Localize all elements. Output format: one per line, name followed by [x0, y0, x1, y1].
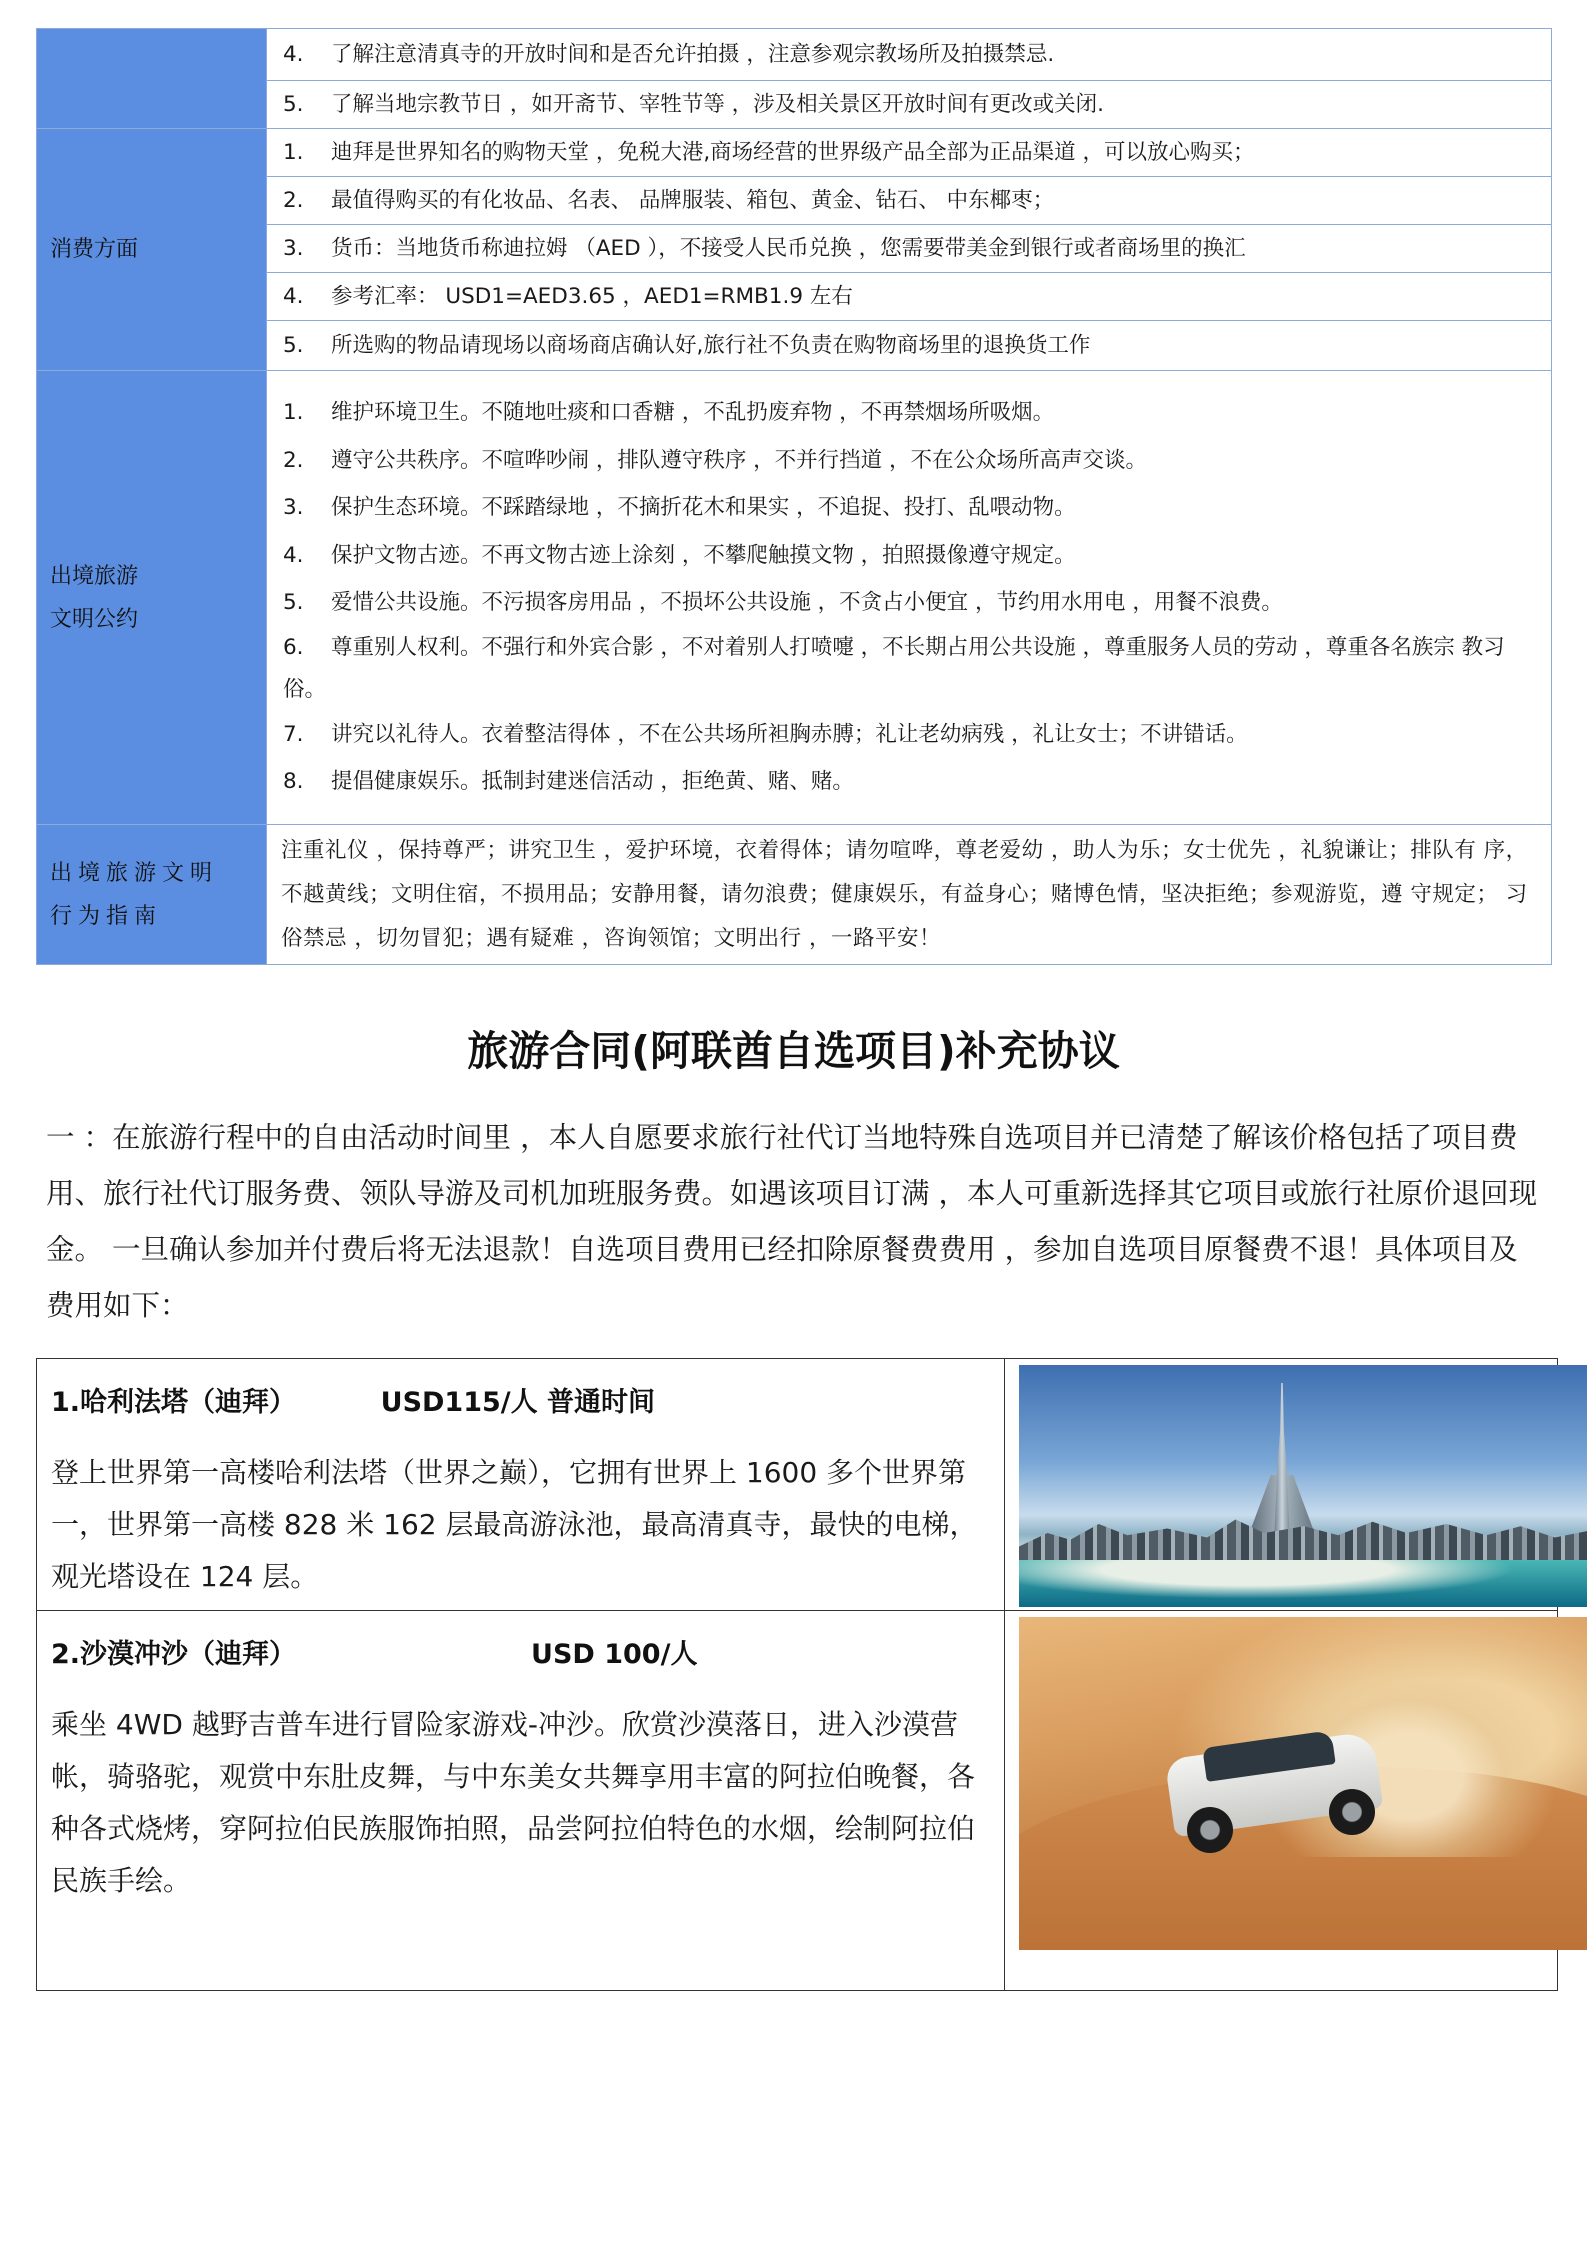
tour-2-photo-cell [1005, 1611, 1558, 1991]
conduct-guide-label-line1: 出境旅游文明 [50, 860, 219, 886]
civility-rule-6: 6. 尊重别人权利。不强行和外宾合影 ，不对着别人打喷嚏 ，不长期占用公共设施 ，尊重服务人员的劳动 ，尊重各名族宗 教习俗。 [283, 634, 1505, 702]
tour-2-heading: 2.沙漠冲沙（迪拜） USD 100/人 [51, 1639, 698, 1670]
religion-rule-4: 4. 了解注意清真寺的开放时间和是否允许拍摄 ，注意参观宗教场所及拍摄禁忌. [267, 29, 1552, 81]
civility-rule-5: 5. 爱惜公共设施。不污损客房用品 ，不损坏公共设施 ，不贪占小便宜 ，节约用水用电 ，用餐不浪费。 [283, 590, 1283, 616]
shopping-category-cell [37, 129, 267, 371]
optional-tours-table [36, 1358, 1558, 1991]
shopping-rule-1: 1. 迪拜是世界知名的购物天堂 ，免税大港,商场经营的世界级产品全部为正品渠道 ，可以放心购买； [267, 129, 1552, 177]
shopping-rule-2: 2. 最值得购买的有化妆品、名表、 品牌服装、箱包、黄金、钻石、 中东椰枣； [267, 177, 1552, 225]
tour-1-heading: 1.哈利法塔（迪拜） USD115/人 普通时间 [51, 1387, 656, 1418]
tour-1-photo-cell [1005, 1359, 1558, 1611]
intro-paragraph: 一 ：在旅游行程中的自由活动时间里 ，本人自愿要求旅行社代订当地特殊自选项目并已清楚了解该价格包括了项目费用、旅行社代订服务费、领队导游及司机加班服务费。如遇该项目订满 ，本人可重新选择其它项目或旅行社原价退回现金。 一旦确认参加并付费后将无法退款！自选项目费用已经扣除原餐费费用 ，参加自选项目原餐费不退！具体项目及费用如下： [46, 1121, 1538, 1322]
shopping-rule-5: 5. 所选购的物品请现场以商场商店确认好,旅行社不负责在购物商场里的退换货工作 [267, 321, 1552, 371]
travel-rules-table [36, 28, 1552, 965]
civility-rule-3: 3. 保护生态环境。不踩踏绿地 ，不摘折花木和果实 ，不追捉、投打、乱喂动物。 [283, 495, 1076, 521]
shopping-rule-3: 3. 货币：当地货币称迪拉姆 （AED ），不接受人民币兑换 ，您需要带美金到银行或者商场里的换汇 [267, 225, 1552, 273]
burj-khalifa-photo [1019, 1365, 1587, 1607]
civility-rule-1: 1. 维护环境卫生。不随地吐痰和口香糖 ，不乱扔废弃物 ，不再禁烟场所吸烟。 [283, 400, 1055, 426]
suv-front-wheel [1187, 1807, 1233, 1853]
tour-1-description: 登上世界第一高楼哈利法塔（世界之巅），它拥有世界上 1600 多个世界第一，世界第一高楼 828 米 162 层最高游泳池，最高清真寺，最快的电梯，观光塔设在 124 层。 [51, 1456, 978, 1593]
tour-1-text-cell [37, 1359, 1005, 1611]
civility-rule-2: 2. 遵守公共秩序。不喧哗吵闹 ，排队遵守秩序 ，不并行挡道 ，不在公众场所高声交谈。 [283, 447, 1148, 473]
religion-rule-5: 5. 了解当地宗教节日 ，如开斋节、宰牲节等 ，涉及相关景区开放时间有更改或关闭. [267, 81, 1552, 129]
civility-pact-label-line2: 文明公约 [50, 606, 139, 632]
conduct-guide-category-cell [37, 825, 267, 965]
conduct-guide-text: 注重礼仪 ，保持尊严；讲究卫生 ，爱护环境，衣着得体；请勿喧哗，尊老爱幼 ，助人为乐；女士优先 ，礼貌谦让；排队有 序，不越黄线；文明住宿，不损用品；安静用餐，请勿浪费；健康娱乐，有益身心；赌博色情，坚决拒绝；参观游览，遵 守规定； 习俗禁忌 ，切勿冒犯；遇有疑难 ，咨询领馆；文明出行 ，一路平安！ [267, 825, 1552, 965]
civility-pact-category-cell [37, 371, 267, 825]
civility-pact-label-line1: 出境旅游 [50, 563, 139, 589]
suv-rear-wheel [1329, 1789, 1375, 1835]
desert-safari-photo [1019, 1617, 1587, 1950]
coastline-water-shape [1019, 1560, 1587, 1607]
shopping-rule-4: 4. 参考汇率： USD1=AED3.65 ，AED1=RMB1.9 左右 [267, 273, 1552, 321]
tower-spire-shape [1274, 1383, 1290, 1543]
tour-2-description: 乘坐 4WD 越野吉普车进行冒险家游戏-冲沙。欣赏沙漠落日，进入沙漠营帐，骑骆驼，观赏中东肚皮舞，与中东美女共舞享用丰富的阿拉伯晚餐，各种各式烧烤，穿阿拉伯民族服饰拍照，品尝阿拉伯特色的水烟，绘制阿拉伯民族手绘。 [51, 1708, 976, 1897]
religion-category-cell [37, 29, 267, 129]
document-title: 旅游合同(阿联酋自选项目)补充协议 [467, 1027, 1120, 1075]
shopping-category-label: 消费方面 [50, 237, 139, 262]
civility-rule-8: 8. 提倡健康娱乐。抵制封建迷信活动 ，拒绝黄、赌、赌。 [283, 769, 854, 795]
tour-2-text-cell [37, 1611, 1005, 1991]
civility-rule-4: 4. 保护文物古迹。不再文物古迹上涂刻 ，不攀爬触摸文物 ，拍照摄像遵守规定。 [283, 542, 1076, 568]
civility-pact-rules [267, 371, 1552, 825]
civility-rule-7: 7. 讲究以礼待人。衣着整洁得体 ，不在公共场所袒胸赤膊；礼让老幼病残 ，礼让女士；不讲错话。 [283, 721, 1248, 747]
conduct-guide-label-line2: 行为指南 [50, 903, 163, 929]
